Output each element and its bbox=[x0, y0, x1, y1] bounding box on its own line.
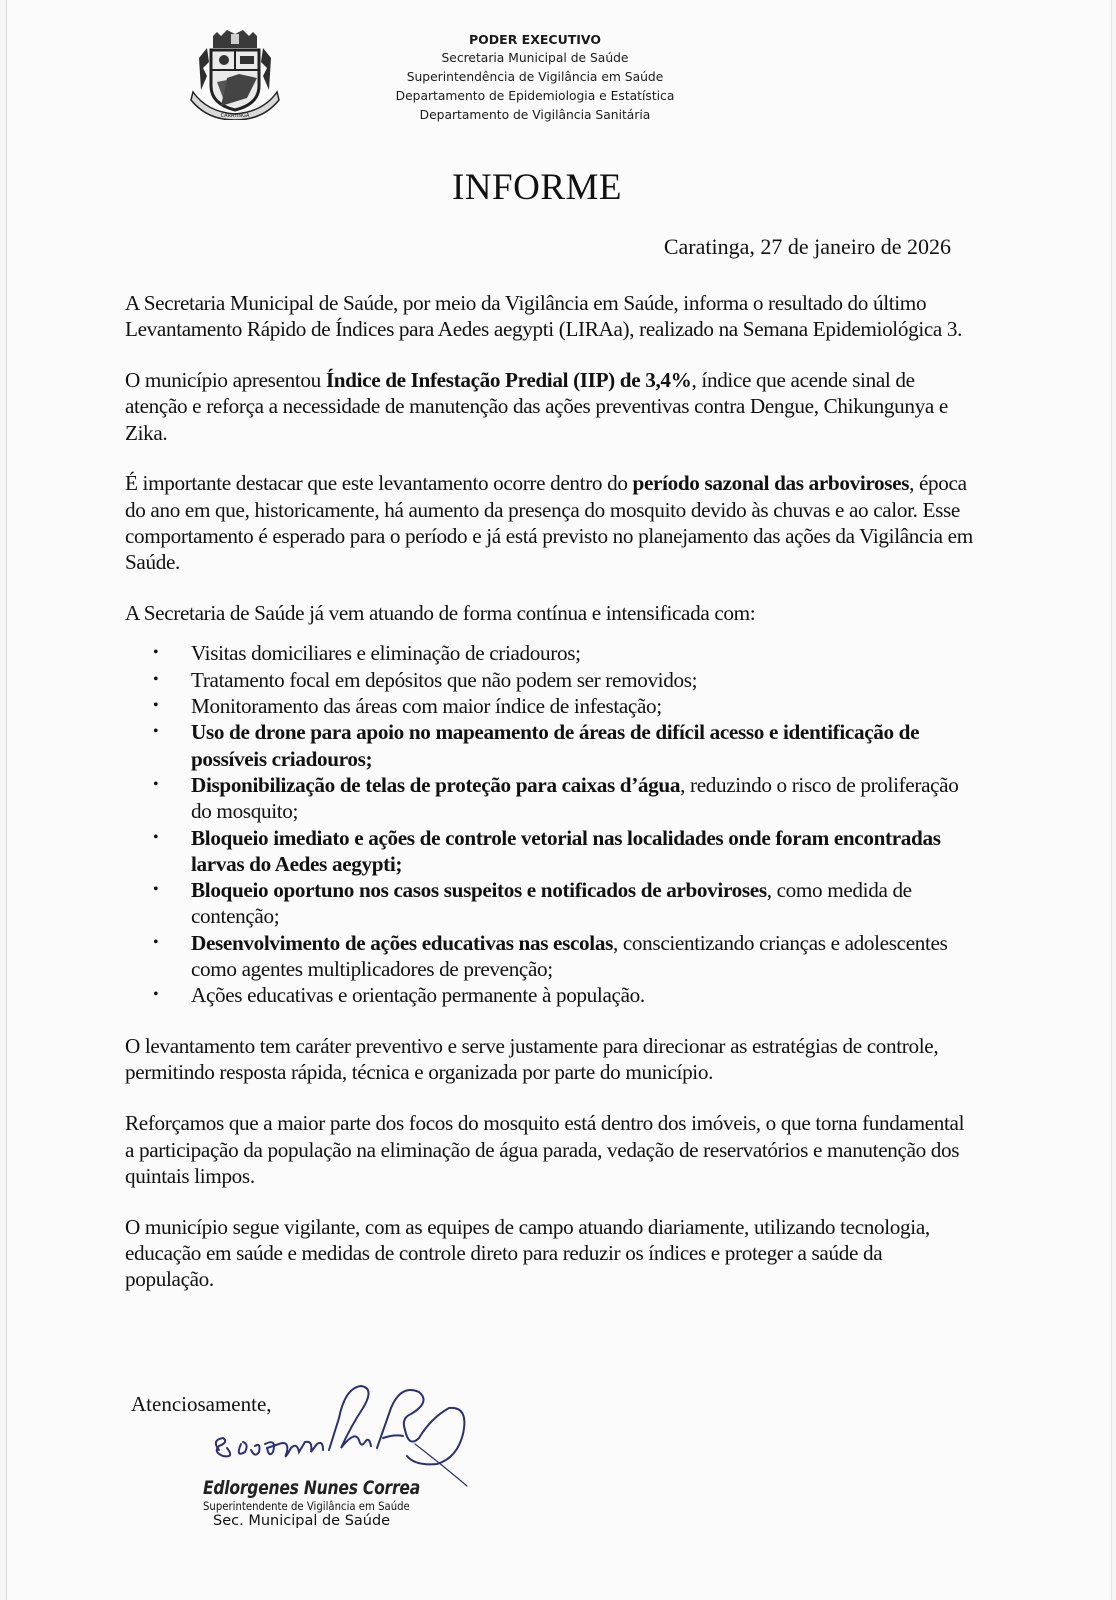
paragraph-intro: A Secretaria Municipal de Saúde, por meio da Vigilância em Saúde, informa o resultado do último Levantamento Rápido de Índices para Aedes aegypti (LIRAa), realizado na Semana Epidemiológica 3. bbox=[125, 291, 963, 342]
bullet-icon: • bbox=[153, 933, 159, 951]
bullet-icon: • bbox=[153, 775, 159, 793]
paragraph-vigilant: O município segue vigilante, com as equipes de campo atuando diariamente, utilizando tecnologia, educação em saúde e medidas de controle direto para reduzir os índices e proteger a saúde da população. bbox=[125, 1214, 930, 1292]
bullet-icon: • bbox=[153, 986, 159, 1004]
handwritten-signature bbox=[205, 1378, 475, 1488]
letterhead-line: Secretaria Municipal de Saúde bbox=[441, 51, 629, 65]
item-bold: Uso de drone para apoio no mapeamento de áreas de difícil acesso e identificação de possíveis criadouros; bbox=[191, 720, 920, 771]
bullet-icon: • bbox=[153, 828, 159, 846]
text: O município apresentou bbox=[125, 368, 326, 393]
list-item bbox=[125, 877, 975, 930]
bullet-icon: • bbox=[153, 697, 159, 715]
item-bold: Bloqueio oportuno nos casos suspeitos e notificados de arboviroses bbox=[191, 878, 767, 903]
signer-role: Superintendente de Vigilância em Saúde bbox=[203, 1499, 410, 1513]
text: , época do ano em que, historicamente, há aumento da presença do mosquito devido às chuvas e ao calor. Esse comportamento é esperado para o período e já está previsto no planejamento das ações da Vigilância em Saúde. bbox=[125, 471, 973, 575]
closing-salutation: Atenciosamente, bbox=[131, 1392, 272, 1416]
bullet-icon: • bbox=[153, 881, 159, 899]
bullet-icon: • bbox=[153, 670, 159, 688]
item-text: Tratamento focal em depósitos que não podem ser removidos; bbox=[191, 667, 698, 692]
item-bold: Desenvolvimento de ações educativas nas escolas bbox=[191, 930, 613, 955]
signer-block bbox=[203, 1477, 468, 1529]
paragraph-preventive: O levantamento tem caráter preventivo e serve justamente para direcionar as estratégias de controle, permitindo resposta rápida, técnica e organizada por parte do município. bbox=[125, 1034, 939, 1085]
municipal-coat-of-arms-icon bbox=[187, 28, 283, 120]
letterhead-org: PODER EXECUTIVO bbox=[469, 32, 601, 47]
bullet-icon: • bbox=[153, 644, 159, 662]
bullet-icon: • bbox=[153, 723, 159, 741]
letterhead-line: Departamento de Epidemiologia e Estatística bbox=[395, 89, 675, 103]
item-bold: Disponibilização de telas de proteção para caixas d’água bbox=[191, 772, 681, 797]
list-item bbox=[125, 693, 975, 719]
item-text: , como medida de contenção; bbox=[191, 878, 912, 929]
item-bold: Bloqueio imediato e ações de controle vetorial nas localidades onde foram encontradas larvas do Aedes aegypti; bbox=[191, 825, 941, 876]
document-date: Caratinga, 27 de janeiro de 2026 bbox=[663, 234, 951, 259]
document-page bbox=[6, 0, 1112, 1600]
list-item bbox=[125, 772, 975, 825]
list-item bbox=[125, 825, 975, 878]
iip-highlight: Índice de Infestação Predial (IIP) de 3,4% bbox=[325, 368, 692, 393]
paragraph-actions-intro: A Secretaria de Saúde já vem atuando de forma contínua e intensificada com: bbox=[125, 601, 756, 626]
letterhead bbox=[367, 30, 703, 125]
season-highlight: período sazonal das arboviroses bbox=[632, 471, 910, 496]
paragraph-index bbox=[125, 367, 975, 446]
text: É importante destacar que este levantamento ocorre dentro do bbox=[125, 471, 633, 496]
document-title: INFORME bbox=[451, 167, 623, 208]
text: , índice que acende sinal de atenção e reforça a necessidade de manutenção das ações preventivas contra Dengue, Chikungunya e Zika. bbox=[125, 368, 948, 445]
letterhead-line: Departamento de Vigilância Sanitária bbox=[419, 108, 651, 122]
list-item bbox=[125, 982, 975, 1008]
paragraph-reinforce: Reforçamos que a maior parte dos focos do mosquito está dentro dos imóveis, o que torna fundamental a participação da população na eliminação de água parada, vedação de reservatórios e manutenção dos quintais limpos. bbox=[125, 1111, 965, 1188]
paragraph-season bbox=[125, 470, 975, 575]
list-item bbox=[125, 719, 975, 772]
signer-department: Sec. Municipal de Saúde bbox=[213, 1513, 391, 1529]
crest-banner-text: CARATINGA bbox=[220, 113, 250, 119]
list-item bbox=[125, 667, 975, 693]
signer-name: Edlorgenes Nunes Correa bbox=[203, 1477, 421, 1499]
item-text: Ações educativas e orientação permanente à população. bbox=[191, 983, 645, 1008]
item-text: Monitoramento das áreas com maior índice de infestação; bbox=[191, 694, 662, 719]
item-text: , conscientizando crianças e adolescentes como agentes multiplicadores de prevenção; bbox=[191, 930, 948, 982]
item-text: , reduzindo o risco de proliferação do mosquito; bbox=[191, 772, 959, 824]
item-text: Visitas domiciliares e eliminação de criadouros; bbox=[191, 641, 581, 666]
list-item bbox=[125, 640, 975, 666]
letterhead-line: Superintendência de Vigilância em Saúde bbox=[406, 70, 664, 84]
list-item bbox=[125, 930, 975, 983]
document-body bbox=[125, 290, 975, 1317]
actions-list bbox=[125, 640, 975, 1008]
